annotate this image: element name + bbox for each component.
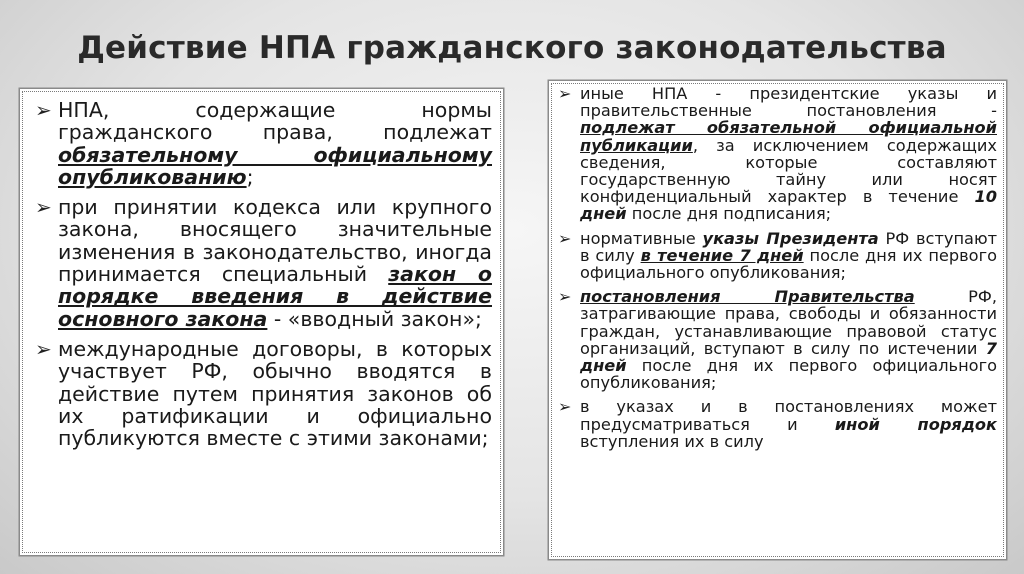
left-list-item (35, 99, 492, 188)
item-text: после дня их первого официального опубликования; (580, 356, 997, 393)
item-text: РФ вступают в силу (580, 228, 998, 265)
check-arrow-icon: ➢ (35, 336, 52, 361)
left-panel (22, 91, 501, 553)
left-list-item (35, 338, 492, 449)
emphasis-text: закон о порядке введения в действие основного закона (58, 262, 492, 331)
emphasis-text: 10 дней (580, 187, 997, 224)
right-panel (551, 83, 1004, 557)
emphasis-text: в течение 7 дней (640, 245, 804, 265)
slide-title: Действие НПА гражданского законодательства (77, 30, 947, 66)
emphasis-text: 7 дней (580, 338, 997, 376)
item-text: РФ, затрагивающие права, свободы и обязанности граждан, устанавливающие правовой статус организаций, вступают в силу по истечении (580, 287, 997, 358)
item-text: иные НПА - президентские указы и правительственные постановления - (580, 84, 997, 121)
item-text: , за исключением содержащих сведения, которые составляют государственную тайну или носят конфиденциальный характер в течение (580, 135, 997, 207)
check-arrow-icon: ➢ (558, 84, 572, 103)
left-list-item (35, 196, 492, 330)
right-list-item (558, 85, 997, 223)
emphasis-text: иной порядок (834, 414, 997, 434)
item-text: ; (246, 164, 254, 189)
emphasis-text: обязательному официальному опубликованию (58, 142, 492, 189)
check-arrow-icon: ➢ (558, 228, 572, 248)
item-text: при принятии кодекса или крупного закона, вносящего значительные изменения в законодательство, иногда принимается специальный (58, 195, 492, 287)
item-text: после дня их первого официального опубликования; (580, 245, 997, 283)
right-list-item (558, 398, 997, 450)
check-arrow-icon: ➢ (558, 397, 572, 417)
item-text: международные договоры, в которых участвует РФ, обычно вводятся в действие путем принятия законов об их ратификации и официально публикуются вместе с этими законами; (58, 336, 492, 451)
check-arrow-icon: ➢ (35, 195, 52, 220)
check-arrow-icon: ➢ (35, 98, 52, 122)
right-list-item (558, 288, 997, 391)
item-text: вступления их в силу (580, 431, 764, 451)
item-text: нормативные (580, 228, 703, 248)
check-arrow-icon: ➢ (558, 287, 572, 307)
emphasis-text: указы Президента (702, 228, 879, 248)
item-text: НПА, содержащие нормы гражданского права, подлежат (58, 98, 492, 145)
item-text: в указах и в постановлениях может предусматриваться и (580, 397, 997, 434)
item-text: после дня подписания; (626, 204, 832, 224)
item-text: - «вводный закон»; (267, 306, 482, 331)
right-list-item (558, 230, 997, 282)
emphasis-text: подлежат обязательной официальной публикации (580, 118, 997, 155)
emphasis-text: постановления Правительства (580, 287, 915, 307)
